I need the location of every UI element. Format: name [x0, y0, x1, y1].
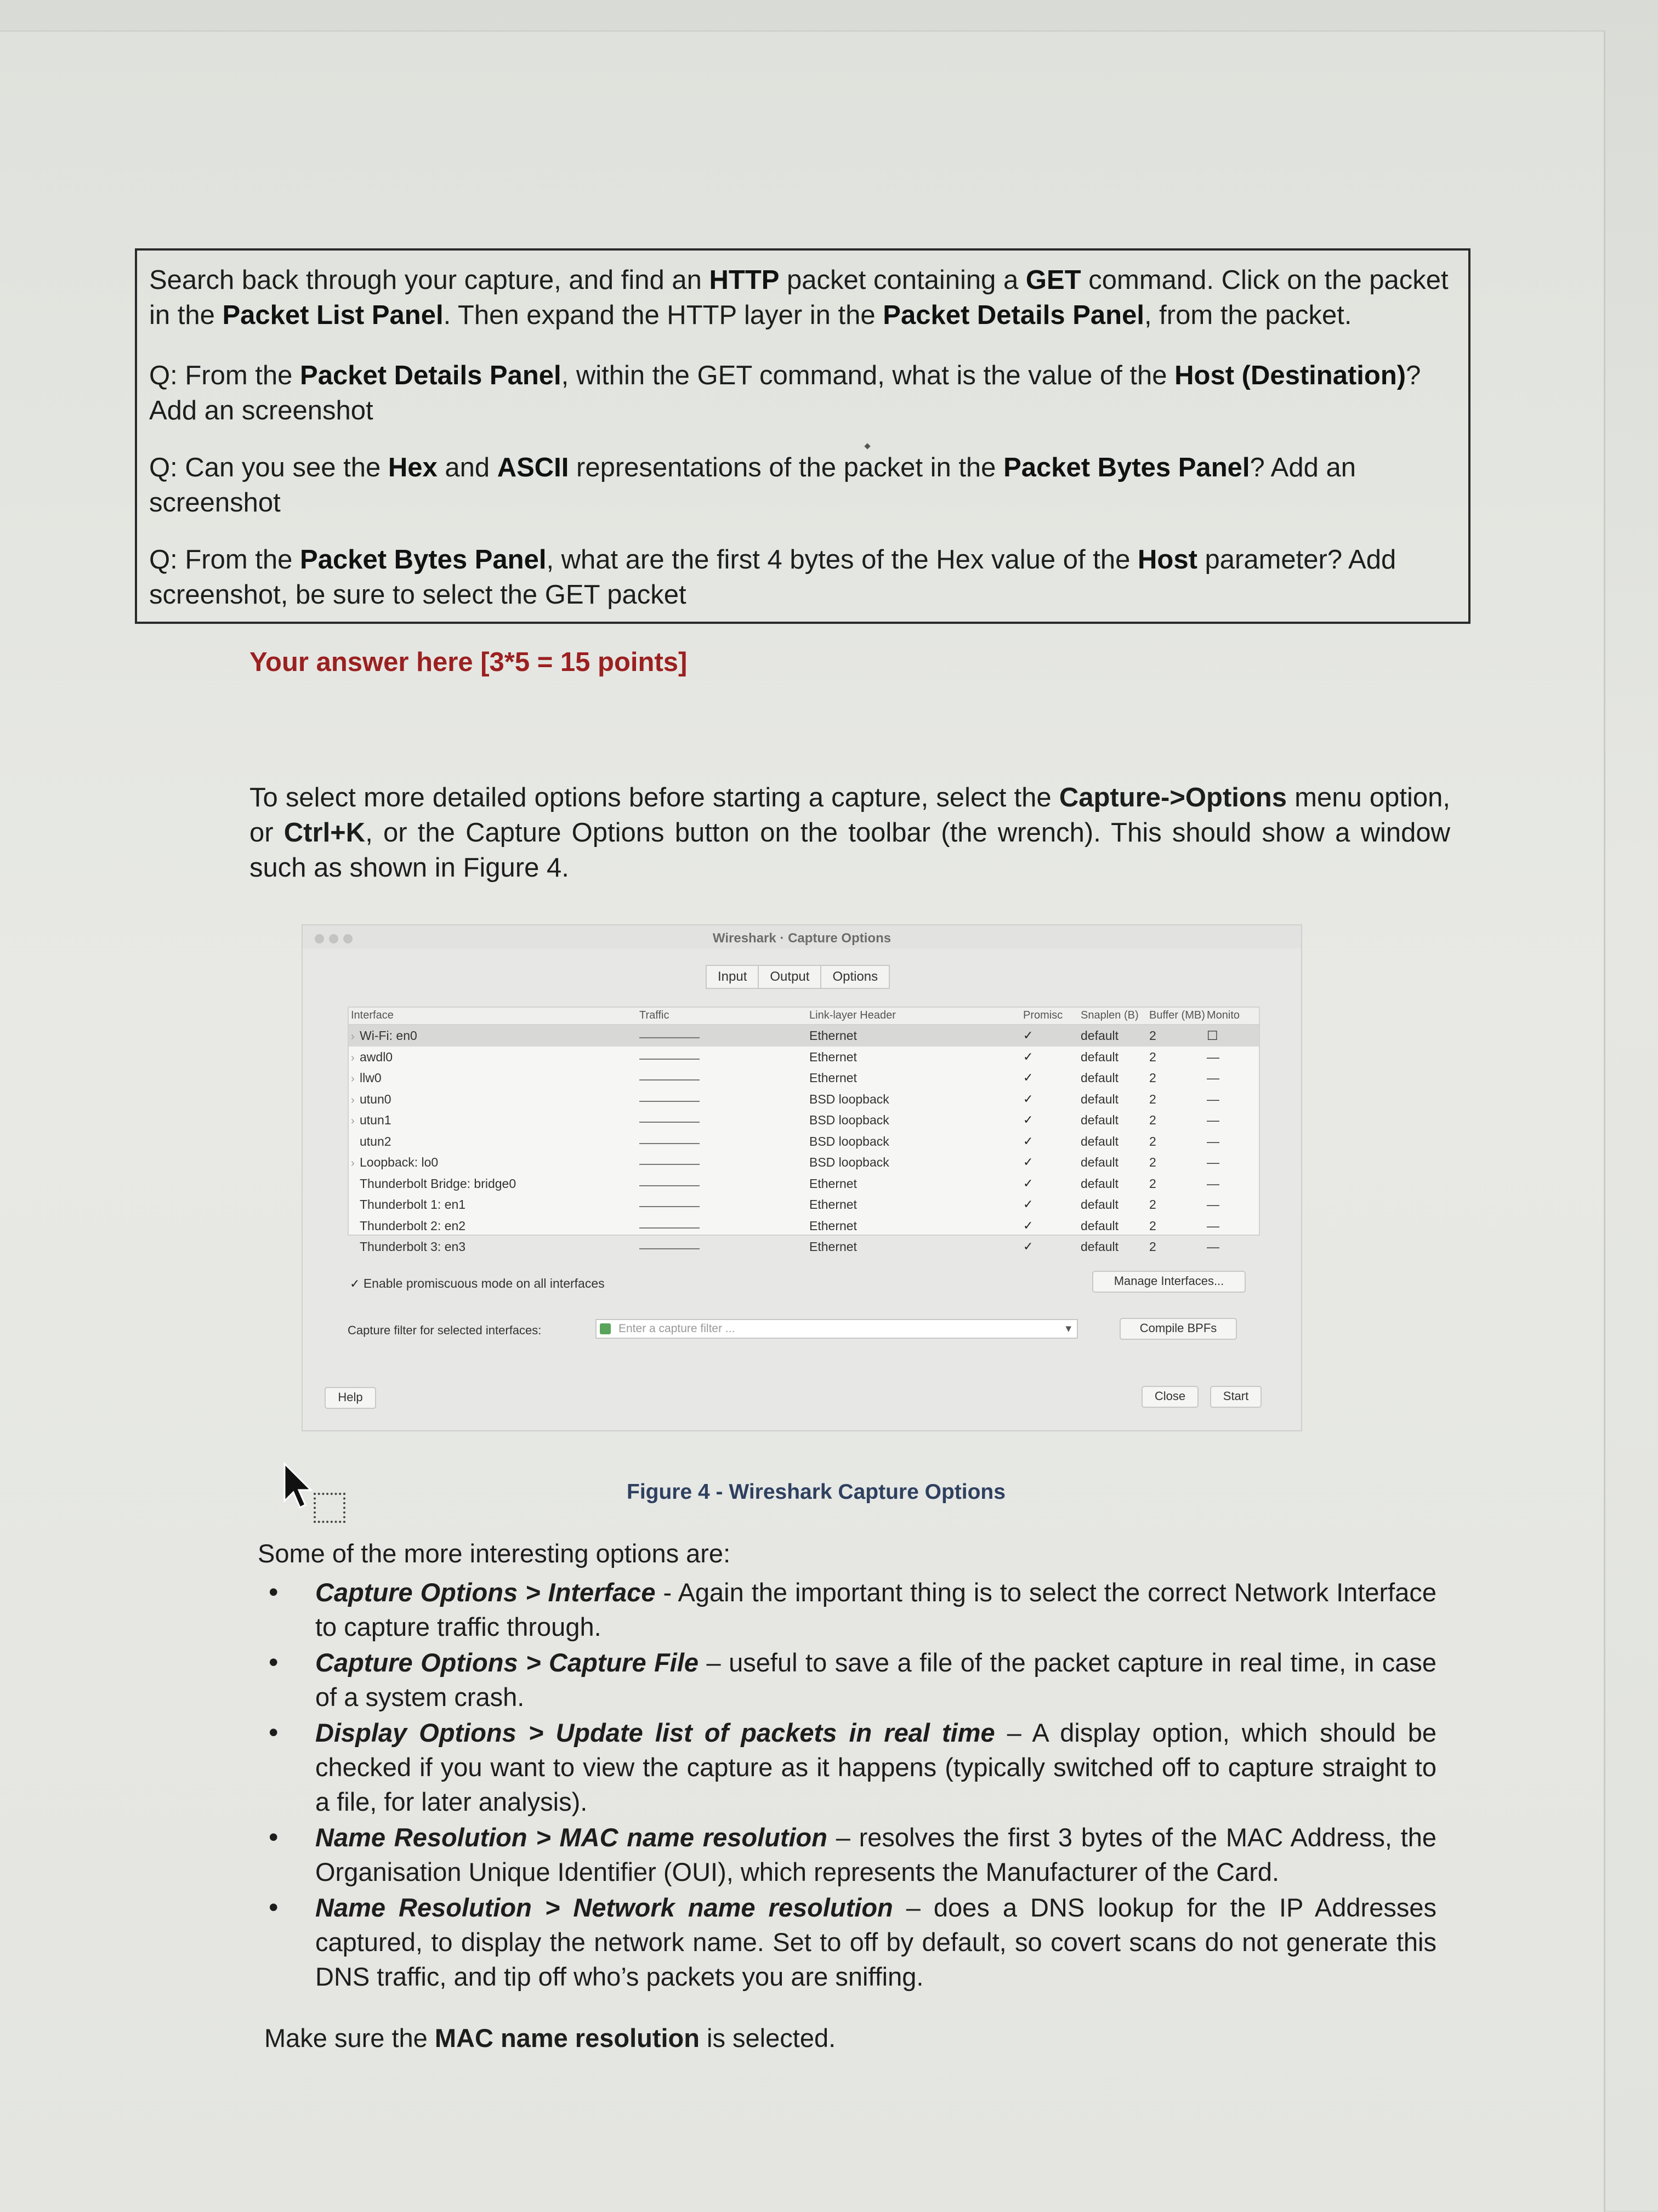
interface-name: Thunderbolt 2: en2 — [360, 1218, 466, 1233]
question-1: Q: From the Packet Details Panel, within the GET command, what is the value of the Host (Destination)? Add an screenshot — [149, 361, 1421, 425]
list-item: • Capture Options > Interface - Again the important thing is to select the correct Network Interface to capture traffic through. — [258, 1575, 1436, 1644]
chevron-right-icon[interactable]: › — [351, 1157, 355, 1169]
snaplen-value[interactable]: default — [1081, 1028, 1119, 1043]
col-snaplen[interactable]: Snaplen (B) — [1081, 1009, 1139, 1021]
interface-name: › awdl0 — [351, 1049, 393, 1064]
traffic-sparkline — [639, 1164, 700, 1165]
link-layer-value[interactable]: BSD loopback — [809, 1091, 889, 1106]
traffic-sparkline — [639, 1227, 700, 1229]
table-row[interactable] — [349, 1236, 1259, 1258]
dialog-title: Wireshark · Capture Options — [712, 931, 892, 946]
buffer-value[interactable]: 2 — [1149, 1218, 1156, 1233]
traffic-sparkline — [639, 1037, 700, 1038]
interface-name: › utun0 — [351, 1091, 391, 1106]
compile-bpfs-button[interactable]: Compile BPFs — [1120, 1318, 1237, 1340]
monitor-mode-value[interactable]: ☐ — [1207, 1028, 1218, 1043]
buffer-value[interactable]: 2 — [1149, 1071, 1156, 1085]
chevron-right-icon[interactable]: › — [351, 1115, 355, 1127]
table-row[interactable] — [349, 1173, 1259, 1195]
options-list — [258, 1575, 1436, 1994]
list-item: • Capture Options > Capture File – useful to save a file of the packet capture in real time, in case of a system crash. — [258, 1645, 1436, 1714]
buffer-value[interactable]: 2 — [1149, 1197, 1156, 1212]
buffer-value[interactable]: 2 — [1149, 1176, 1156, 1191]
chevron-down-icon[interactable]: ▾ — [1065, 1322, 1071, 1335]
options-lead: Some of the more interesting options are: — [258, 1539, 731, 1568]
tab-options[interactable]: Options — [832, 969, 878, 984]
question-3: Q: From the Packet Bytes Panel, what are the first 4 bytes of the Hex value of the Host parameter? Add screenshot, be sure to select the GET packet — [149, 545, 1396, 610]
question-2: Q: Can you see the Hex and ASCII representations of the packet in the Packet Bytes Panel? Add an screenshot — [149, 453, 1356, 518]
interface-name: utun2 — [360, 1134, 391, 1148]
table-row[interactable] — [349, 1047, 1259, 1068]
snaplen-value[interactable]: default — [1081, 1197, 1119, 1212]
monitor-mode-value[interactable]: — — [1207, 1197, 1219, 1212]
buffer-value[interactable]: 2 — [1149, 1239, 1156, 1254]
interface-name: Thunderbolt 1: en1 — [360, 1197, 466, 1212]
interface-name: › Loopback: lo0 — [351, 1155, 439, 1169]
monitor-mode-value[interactable]: — — [1207, 1155, 1219, 1169]
chevron-right-icon[interactable]: › — [351, 1094, 355, 1106]
table-row[interactable] — [349, 1089, 1259, 1110]
col-link-layer[interactable]: Link-layer Header — [809, 1009, 896, 1021]
dialog-titlebar — [303, 925, 1301, 948]
promisc-checkbox[interactable]: ✓ — [1023, 1197, 1034, 1211]
monitor-mode-value[interactable]: — — [1207, 1134, 1219, 1148]
figure-caption: Figure 4 - Wireshark Capture Options — [627, 1480, 1006, 1504]
interface-table — [348, 1007, 1260, 1254]
interface-name: › utun1 — [351, 1113, 391, 1127]
capture-filter-input[interactable] — [595, 1319, 1078, 1339]
col-interface[interactable]: Interface — [351, 1009, 394, 1021]
traffic-sparkline — [639, 1206, 700, 1207]
traffic-sparkline — [639, 1101, 700, 1102]
buffer-value[interactable]: 2 — [1149, 1155, 1156, 1169]
link-layer-value[interactable]: Ethernet — [809, 1071, 857, 1085]
promisc-checkbox[interactable]: ✓ — [1023, 1176, 1034, 1190]
list-item: • Display Options > Update list of packets in real time – A display option, which should be checked if you want to view the capture as it happens (typically switched off to capture straight to a file, for later analysis). — [258, 1715, 1436, 1819]
start-button[interactable]: Start — [1210, 1386, 1262, 1408]
table-row[interactable] — [349, 1067, 1259, 1089]
manage-interfaces-button[interactable]: Manage Interfaces... — [1092, 1271, 1246, 1293]
promisc-checkbox[interactable]: ✓ — [1023, 1049, 1034, 1064]
promisc-checkbox[interactable]: ✓ — [1023, 1113, 1034, 1127]
final-instruction: Make sure the MAC name resolution is selected. — [264, 2023, 836, 2052]
promisc-all-label: Enable promiscuous mode on all interfaces — [363, 1276, 605, 1290]
col-promisc[interactable]: Promisc — [1023, 1009, 1063, 1021]
interface-name: › Wi-Fi: en0 — [351, 1028, 417, 1043]
buffer-value[interactable]: 2 — [1149, 1113, 1156, 1127]
list-item: • Name Resolution > Network name resolution – does a DNS lookup for the IP Addresses captured, to display the network name. Set to off by default, so covert scans do not generate this DNS traffic, and tip off who’s packets you are sniffing. — [258, 1890, 1436, 1994]
capture-options-dialog — [302, 924, 1302, 1431]
link-layer-value[interactable]: Ethernet — [809, 1218, 857, 1233]
capture-filter-label: Capture filter for selected interfaces: — [348, 1323, 542, 1337]
capture-filter-placeholder: Enter a capture filter ... — [618, 1322, 735, 1335]
table-row[interactable] — [349, 1110, 1259, 1131]
dialog-tabs — [706, 965, 890, 989]
table-row[interactable] — [349, 1215, 1259, 1237]
chevron-right-icon[interactable]: › — [351, 1031, 355, 1043]
link-layer-value[interactable]: Ethernet — [809, 1197, 857, 1212]
interface-name: Thunderbolt Bridge: bridge0 — [360, 1176, 516, 1191]
snaplen-value[interactable]: default — [1081, 1049, 1119, 1064]
col-buffer[interactable]: Buffer (MB) — [1149, 1009, 1205, 1021]
traffic-sparkline — [639, 1143, 700, 1144]
buffer-value[interactable]: 2 — [1149, 1091, 1156, 1106]
link-layer-value[interactable]: Ethernet — [809, 1049, 857, 1064]
snaplen-value[interactable]: default — [1081, 1091, 1119, 1106]
promisc-checkbox[interactable]: ✓ — [1023, 1239, 1034, 1253]
link-layer-value[interactable]: BSD loopback — [809, 1155, 889, 1169]
list-item: • Name Resolution > MAC name resolution – resolves the first 3 bytes of the MAC Address, the Organisation Unique Identifier (OUI), which represents the Manufacturer of the Card. — [258, 1820, 1436, 1889]
table-row[interactable] — [349, 1131, 1259, 1152]
question-intro: Search back through your capture, and find an HTTP packet containing a GET command. Click on the packet in the Packet List Panel. Then expand the HTTP layer in the Packet Details Panel, from the packet. — [149, 265, 1449, 330]
monitor-mode-value[interactable]: — — [1207, 1071, 1219, 1085]
monitor-mode-value[interactable]: — — [1207, 1218, 1219, 1233]
checkmark-icon: ✓ — [350, 1277, 360, 1290]
snaplen-value[interactable]: default — [1081, 1071, 1119, 1085]
traffic-sparkline — [639, 1059, 700, 1060]
interface-name: Thunderbolt 3: en3 — [360, 1239, 466, 1254]
bookmark-icon[interactable] — [600, 1323, 611, 1334]
chevron-right-icon[interactable]: › — [351, 1051, 355, 1064]
question-box — [135, 248, 1470, 624]
promisc-checkbox[interactable]: ✓ — [1023, 1028, 1034, 1042]
link-layer-value[interactable]: BSD loopback — [809, 1134, 889, 1148]
col-traffic[interactable]: Traffic — [639, 1009, 669, 1021]
interface-rows — [349, 1025, 1259, 1258]
promisc-checkbox[interactable]: ✓ — [1023, 1091, 1034, 1106]
promisc-checkbox[interactable]: ✓ — [1023, 1218, 1034, 1232]
tab-input[interactable]: Input — [707, 966, 759, 988]
buffer-value[interactable]: 2 — [1149, 1049, 1156, 1064]
help-button[interactable]: Help — [325, 1387, 376, 1409]
monitor-mode-value[interactable]: — — [1207, 1049, 1219, 1064]
promisc-checkbox[interactable]: ✓ — [1023, 1071, 1034, 1084]
monitor-mode-value[interactable]: — — [1207, 1091, 1219, 1106]
close-button[interactable]: Close — [1142, 1386, 1199, 1408]
traffic-sparkline — [639, 1079, 700, 1081]
selection-marquee-icon — [314, 1493, 345, 1523]
snaplen-value[interactable]: default — [1081, 1155, 1119, 1169]
snaplen-value[interactable]: default — [1081, 1176, 1119, 1191]
table-header — [349, 1008, 1259, 1025]
monitor-mode-value[interactable]: — — [1207, 1176, 1219, 1191]
capture-options-paragraph: To select more detailed options before starting a capture, select the Capture->Options menu option, or Ctrl+K, or the Capture Options button on the toolbar (the wrench). This should show a window such as shown in Figure 4. — [249, 783, 1451, 883]
snaplen-value[interactable]: default — [1081, 1113, 1119, 1127]
monitor-mode-value[interactable]: — — [1207, 1113, 1219, 1127]
link-layer-value[interactable]: Ethernet — [809, 1028, 857, 1043]
promisc-all-checkbox[interactable] — [350, 1276, 605, 1291]
link-layer-value[interactable]: Ethernet — [809, 1176, 857, 1191]
table-row[interactable] — [349, 1025, 1259, 1047]
interface-name: › llw0 — [351, 1071, 382, 1085]
answer-prompt: Your answer here [3*5 = 15 points] — [249, 647, 688, 677]
buffer-value[interactable]: 2 — [1149, 1134, 1156, 1148]
table-row[interactable] — [349, 1194, 1259, 1215]
link-layer-value[interactable]: Ethernet — [809, 1239, 857, 1254]
promisc-checkbox[interactable]: ✓ — [1023, 1134, 1034, 1148]
document-page — [0, 30, 1605, 2212]
promisc-checkbox[interactable]: ✓ — [1023, 1155, 1034, 1169]
mouse-cursor-icon — [282, 1463, 315, 1512]
traffic-sparkline — [639, 1185, 700, 1186]
col-monitor[interactable]: Monito — [1207, 1009, 1240, 1021]
tab-output[interactable]: Output — [759, 966, 821, 988]
traffic-sparkline — [639, 1248, 700, 1249]
buffer-value[interactable]: 2 — [1149, 1028, 1156, 1043]
options-section — [258, 1536, 1436, 1995]
monitor-mode-value[interactable]: — — [1207, 1239, 1219, 1254]
traffic-sparkline — [639, 1122, 700, 1123]
link-layer-value[interactable]: BSD loopback — [809, 1113, 889, 1127]
snaplen-value[interactable]: default — [1081, 1239, 1119, 1254]
snaplen-value[interactable]: default — [1081, 1134, 1119, 1148]
snaplen-value[interactable]: default — [1081, 1218, 1119, 1233]
table-row[interactable] — [349, 1152, 1259, 1173]
chevron-right-icon[interactable]: › — [351, 1073, 355, 1085]
